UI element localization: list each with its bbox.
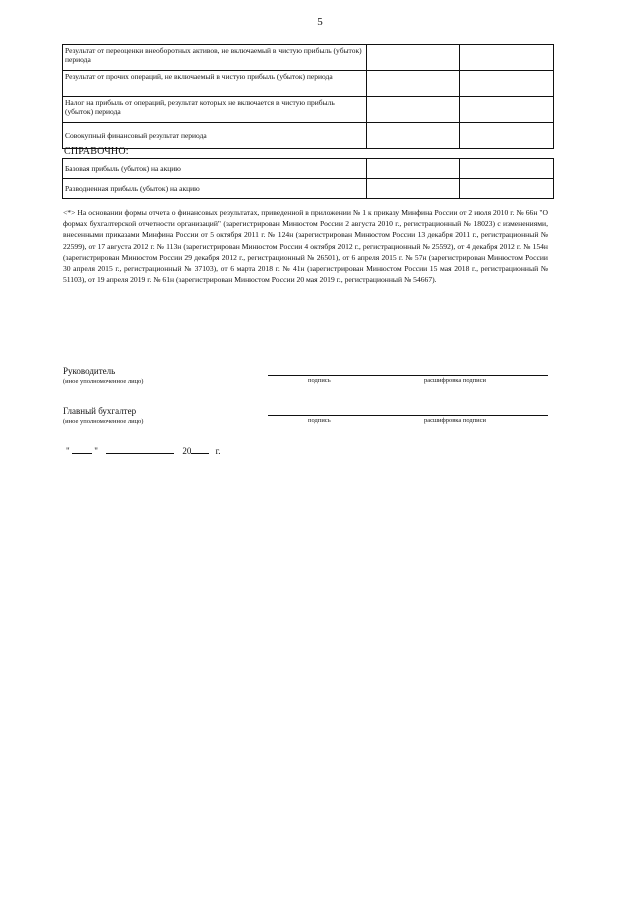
value-cell-current [367,159,460,179]
table-row [63,179,554,199]
table-row [63,123,554,149]
table-row [63,159,554,179]
value-cell-current [367,123,460,149]
accountant-decoding-caption: расшифровка подписи [424,417,487,424]
value-cell-previous [460,123,554,149]
value-cell-previous [460,45,554,71]
month-blank [106,444,174,454]
value-cell-previous [460,159,554,179]
year-prefix: 20 [182,446,192,456]
reference-heading: СПРАВОЧНО: [64,146,129,157]
year-blank [191,444,209,454]
row-label: Разводненная прибыль (убыток) на акцию [63,179,367,199]
head-signature-line [268,375,548,376]
value-cell-previous [460,179,554,199]
accountant-title: Главный бухгалтер [63,406,137,416]
head-decoding-caption: расшифровка подписи [424,377,487,384]
date-line [66,444,221,456]
value-cell-previous [460,71,554,97]
day-blank [72,444,92,454]
footnote: <*> На основании формы отчета о финансовых результатах, приведенной в приложении № 1 к приказу Минфина России от 2 июля 2010 г. № 66н "О формах бухгалтерской отчетности организаций" (зарегистрирован Минюстом России 2 августа 2010 г., регистрационный № 18023) с изменениями, внесенными приказами Минфина России от 5 октября 2011 г. № 124н (зарегистрирован Минюстом России 13 декабря 2011 г., регистрационный № 22599), от 17 августа 2012 г. № 113н (зарегистрирован Минюстом России 4 октября 2012 г., регистрационный № 25592), от 4 декабря 2012 г. № 154н (зарегистрирован Минюстом России 29 декабря 2012 г., регистрационный № 26501), от 6 апреля 2015 г. № 57н (зарегистрирован Минюстом России 30 апреля 2015 г., регистрационный № 37103), от 6 марта 2018 г. № 41н (зарегистрирован Минюстом России 15 мая 2018 г., регистрационный № 51103), от 19 апреля 2019 г. № 61н (зарегистрирован Минюстом России 20 мая 2019 г., регистрационный № 54667). [63,208,548,285]
value-cell-previous [460,97,554,123]
accountant-signature-caption: подпись [308,417,331,424]
value-cell-current [367,71,460,97]
date-close-quote: " [94,446,98,456]
head-subtitle: (иное уполномоченное лицо) [63,378,144,385]
row-label: Результат от переоценки внеоборотных активов, не включаемый в чистую прибыль (убыток) периода [63,45,367,71]
row-label: Результат от прочих операций, не включаемый в чистую прибыль (убыток) периода [63,71,367,97]
date-open-quote: " [66,446,70,456]
value-cell-current [367,97,460,123]
table-row [63,71,554,97]
year-suffix: г. [215,446,221,456]
page-number: 5 [317,16,323,28]
value-cell-current [367,179,460,199]
value-cell-current [367,45,460,71]
row-label: Базовая прибыль (убыток) на акцию [63,159,367,179]
row-label: Налог на прибыль от операций, результат которых не включается в чистую прибыль (убыток) периода [63,97,367,123]
financial-results-table [62,44,554,149]
accountant-signature-line [268,415,548,416]
table-row [63,45,554,71]
table-row [63,97,554,123]
head-title: Руководитель [63,366,116,376]
reference-table [62,158,554,199]
accountant-subtitle: (иное уполномоченное лицо) [63,418,144,425]
head-signature-caption: подпись [308,377,331,384]
row-label: Совокупный финансовый результат периода [63,123,367,149]
